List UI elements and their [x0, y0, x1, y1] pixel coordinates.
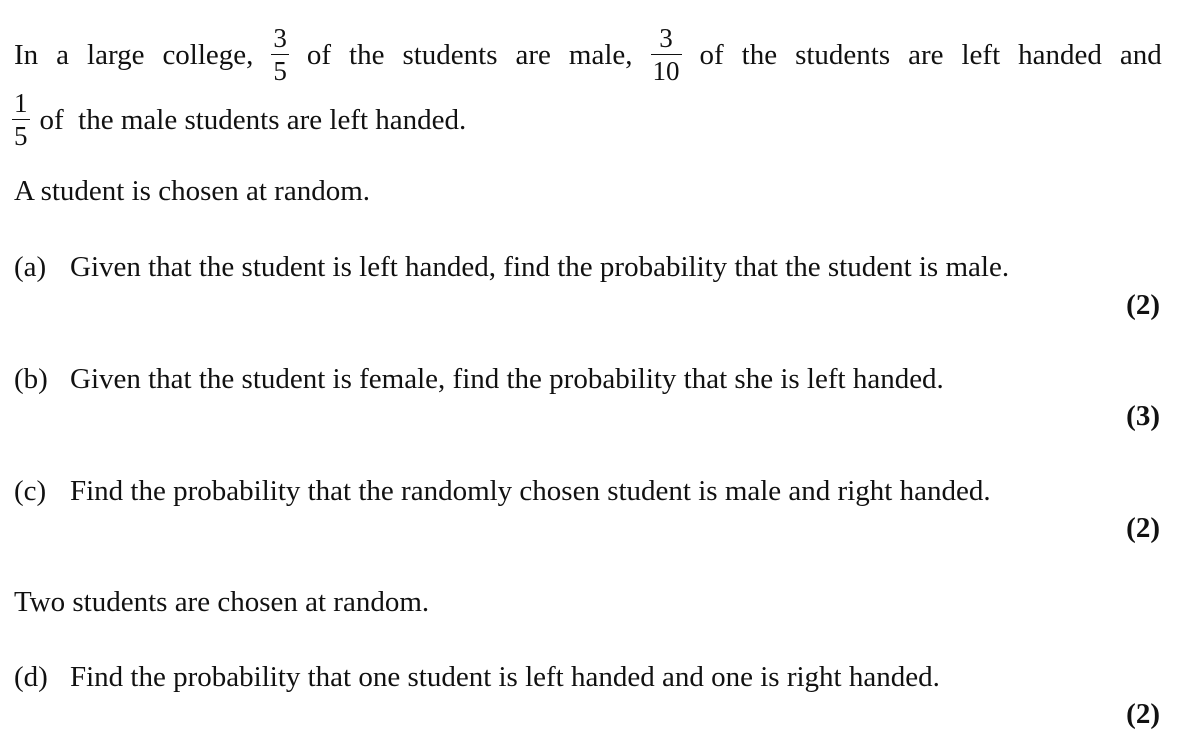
part-text: Find the probability that one student is left handed and one is right handed. [70, 661, 940, 693]
fraction-numerator: 1 [14, 88, 28, 118]
intro-line-2 [12, 89, 466, 150]
word: the [741, 38, 778, 71]
question-part-c [14, 474, 991, 508]
part-text: Given that the student is female, find the probability that she is left handed. [70, 363, 944, 395]
marks-badge: (2) [1126, 289, 1160, 321]
intro-line-2-text: of the male students are left handed. [39, 103, 467, 136]
word: students [402, 38, 498, 71]
word: students [795, 38, 891, 71]
part-label: (a) [14, 251, 47, 283]
intro-line-1 [14, 24, 1162, 85]
word: In [14, 38, 39, 71]
part-text: Given that the student is left handed, find the probability that the student is male. [70, 251, 1010, 283]
fraction-numerator: 3 [273, 23, 287, 53]
word: of [699, 38, 724, 71]
question-part-d [14, 660, 940, 694]
fraction-numerator: 3 [659, 23, 673, 53]
fraction-three-tenths [651, 24, 682, 85]
part-text: Find the probability that the randomly chosen student is male and right handed. [70, 475, 991, 507]
marks-badge: (3) [1126, 400, 1160, 432]
marks-badge: (2) [1126, 698, 1160, 730]
word: of [306, 38, 332, 71]
fraction-denominator: 10 [652, 56, 680, 86]
fraction-denominator: 5 [14, 121, 28, 151]
word: left [961, 38, 1001, 71]
word: a [56, 38, 70, 71]
marks-badge: (2) [1126, 512, 1160, 544]
word: large [87, 38, 145, 71]
word: are [908, 38, 944, 71]
part-label: (c) [14, 475, 47, 507]
fraction-one-fifth [12, 89, 30, 150]
fraction-three-fifths [271, 24, 289, 85]
word: the [349, 38, 385, 71]
fraction-denominator: 5 [273, 56, 287, 86]
word: are [515, 38, 551, 71]
word: male, [568, 38, 633, 71]
word: and [1119, 38, 1162, 71]
question-part-a [14, 250, 1009, 284]
two-students-text: Two students are chosen at random. [14, 586, 430, 618]
word: handed [1018, 38, 1102, 71]
intro-line-3: A student is chosen at random. [14, 175, 371, 207]
question-part-b [14, 362, 944, 396]
part-label: (d) [14, 661, 48, 693]
part-label: (b) [14, 363, 48, 395]
word: college, [162, 38, 254, 71]
